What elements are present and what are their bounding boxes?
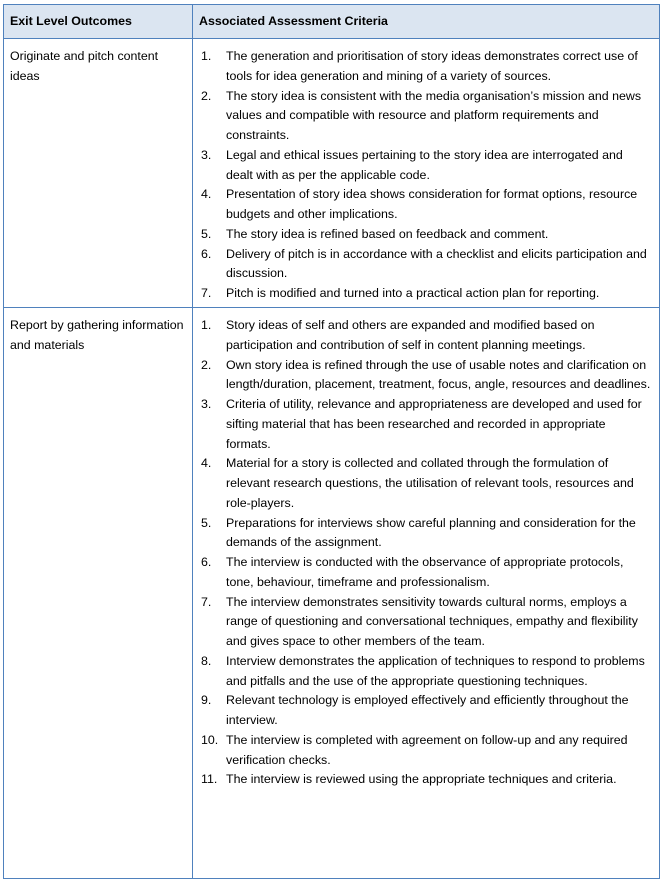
column-header-assessment-criteria: Associated Assessment Criteria: [193, 5, 660, 39]
criteria-text: The story idea is refined based on feedback and comment.: [226, 226, 549, 241]
criteria-item: [201, 225, 651, 245]
outcome-cell: Report by gathering information and materials: [4, 308, 193, 879]
criteria-item: [201, 87, 651, 146]
criteria-item: [201, 770, 651, 790]
criteria-number: 5.: [201, 515, 212, 530]
criteria-item: [201, 553, 651, 593]
criteria-item: [201, 47, 651, 87]
criteria-text: Story ideas of self and others are expanded and modified based on participation and contribution of self in content planning meetings.: [226, 318, 595, 352]
criteria-item: [201, 652, 651, 692]
criteria-text: The interview is reviewed using the appropriate techniques and criteria.: [226, 772, 617, 787]
criteria-text: Criteria of utility, relevance and appropriateness are developed and used for sifting material that has been researched and recorded in appropriate formats.: [226, 397, 642, 451]
criteria-number: 10.: [201, 732, 219, 747]
criteria-number: 2.: [201, 88, 212, 103]
criteria-item: [201, 316, 651, 356]
criteria-number: 3.: [201, 147, 212, 162]
criteria-text: The generation and prioritisation of story ideas demonstrates correct use of tools for idea generation and mining of a variety of sources.: [226, 49, 638, 83]
criteria-list: [201, 47, 651, 304]
criteria-number: 1.: [201, 318, 212, 332]
criteria-number: 11.: [201, 772, 218, 787]
table-body: [4, 39, 660, 879]
criteria-text: The story idea is consistent with the media organisation’s mission and news values and compatible with resource and platform requirements and constraints.: [226, 88, 642, 142]
criteria-item: [201, 514, 651, 554]
criteria-number: 7.: [201, 286, 212, 300]
criteria-cell: [193, 308, 660, 879]
criteria-cell: [193, 39, 660, 308]
criteria-text: Material for a story is collected and collated through the formulation of relevant research questions, the utilisation of relevant tools, resources and role-players.: [226, 456, 634, 510]
criteria-item: [201, 146, 651, 186]
criteria-number: 4.: [201, 187, 212, 202]
column-header-exit-level-outcomes: Exit Level Outcomes: [4, 5, 193, 39]
criteria-text: Preparations for interviews show careful planning and consideration for the demands of the assignment.: [226, 515, 636, 550]
criteria-item: [201, 395, 651, 454]
criteria-text: Presentation of story idea shows consideration for format options, resource budgets and other implications.: [226, 187, 638, 221]
criteria-item: [201, 691, 651, 731]
criteria-number: 6.: [201, 555, 212, 569]
criteria-item: [201, 731, 651, 771]
criteria-list: [201, 316, 651, 790]
criteria-number: 1.: [201, 49, 212, 63]
outcome-cell: Originate and pitch content ideas: [4, 39, 193, 308]
criteria-item: [201, 284, 651, 304]
criteria-text: Relevant technology is employed effectively and efficiently throughout the interview.: [226, 693, 629, 727]
criteria-number: 5.: [201, 226, 212, 241]
criteria-number: 9.: [201, 693, 212, 708]
criteria-item: [201, 356, 651, 396]
criteria-text: Interview demonstrates the application of techniques to respond to problems and pitfalls and the use of the appropriate questioning techniques.: [226, 653, 645, 688]
criteria-number: 7.: [201, 594, 212, 609]
criteria-number: 2.: [201, 357, 212, 372]
criteria-text: Legal and ethical issues pertaining to the story idea are interrogated and dealt with as per the applicable code.: [226, 147, 623, 182]
criteria-text: Own story idea is refined through the use of usable notes and clarification on length/duration, placement, treatment, focus, angle, resources and deadlines.: [226, 357, 651, 392]
criteria-item: [201, 593, 651, 652]
criteria-text: Delivery of pitch is in accordance with a checklist and elicits participation and discussion.: [226, 246, 647, 281]
criteria-text: The interview demonstrates sensitivity towards cultural norms, employs a range of questioning and conversational techniques, empathy and flexibility and gives space to other members of the team.: [226, 594, 638, 648]
criteria-text: The interview is conducted with the observance of appropriate protocols, tone, behaviour, timeframe and professionalism.: [226, 555, 624, 589]
outcomes-criteria-table: [3, 4, 660, 879]
criteria-item: [201, 185, 651, 225]
criteria-item: [201, 454, 651, 513]
criteria-number: 6.: [201, 246, 212, 261]
criteria-number: 3.: [201, 397, 212, 411]
criteria-number: 4.: [201, 456, 212, 471]
table-row: [4, 308, 660, 879]
criteria-number: 8.: [201, 653, 212, 668]
criteria-text: Pitch is modified and turned into a practical action plan for reporting.: [226, 286, 600, 300]
criteria-text: The interview is completed with agreement on follow-up and any required verification checks.: [226, 732, 628, 767]
table-row: [4, 39, 660, 308]
table-header-row: [4, 5, 660, 39]
criteria-item: [201, 245, 651, 285]
